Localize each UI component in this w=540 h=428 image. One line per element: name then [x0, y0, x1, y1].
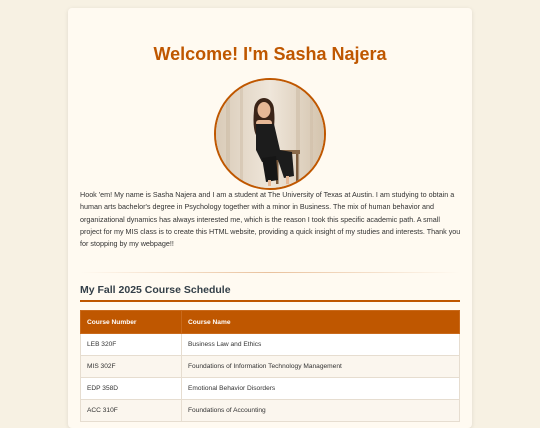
bio-text: Hook 'em! My name is Sasha Najera and I am a student at The University of Texas at Austin. I am studying to obtain a human arts bachelor's degree in Psychology together with a minor in Business. The mix of human behavior and organizational dynamics has always interested me, which is the reason I took this specific academic path. A small project for my MIS class is to create this HTML website, providing a quick insight of my studies and interests. Thank you for stopping by my webpage!!	[80, 190, 461, 249]
course-name-cell: Foundations of Accounting	[182, 400, 460, 422]
main-card	[68, 8, 472, 428]
table-row	[81, 378, 460, 400]
column-header-course-number: Course Number	[81, 311, 182, 334]
page-title: Welcome! I'm Sasha Najera	[153, 44, 387, 64]
course-name-cell: Business Law and Ethics	[182, 334, 460, 356]
course-number-cell: EDP 358D	[81, 378, 182, 400]
course-number-cell: MIS 302F	[81, 356, 182, 378]
table-row	[81, 400, 460, 422]
table-row	[81, 356, 460, 378]
profile-photo-image	[216, 80, 324, 188]
course-name-cell: Foundations of Information Technology Management	[182, 356, 460, 378]
section-divider	[80, 272, 460, 273]
table-row	[81, 334, 460, 356]
profile-photo	[214, 78, 326, 190]
course-number-cell: LEB 320F	[81, 334, 182, 356]
course-number-cell: ACC 310F	[81, 400, 182, 422]
column-header-course-name: Course Name	[182, 311, 460, 334]
course-name-cell: Emotional Behavior Disorders	[182, 378, 460, 400]
schedule-title: My Fall 2025 Course Schedule	[80, 284, 231, 296]
schedule-title-underline	[80, 300, 460, 302]
table-header-row	[81, 311, 460, 334]
course-schedule-table	[80, 310, 460, 422]
